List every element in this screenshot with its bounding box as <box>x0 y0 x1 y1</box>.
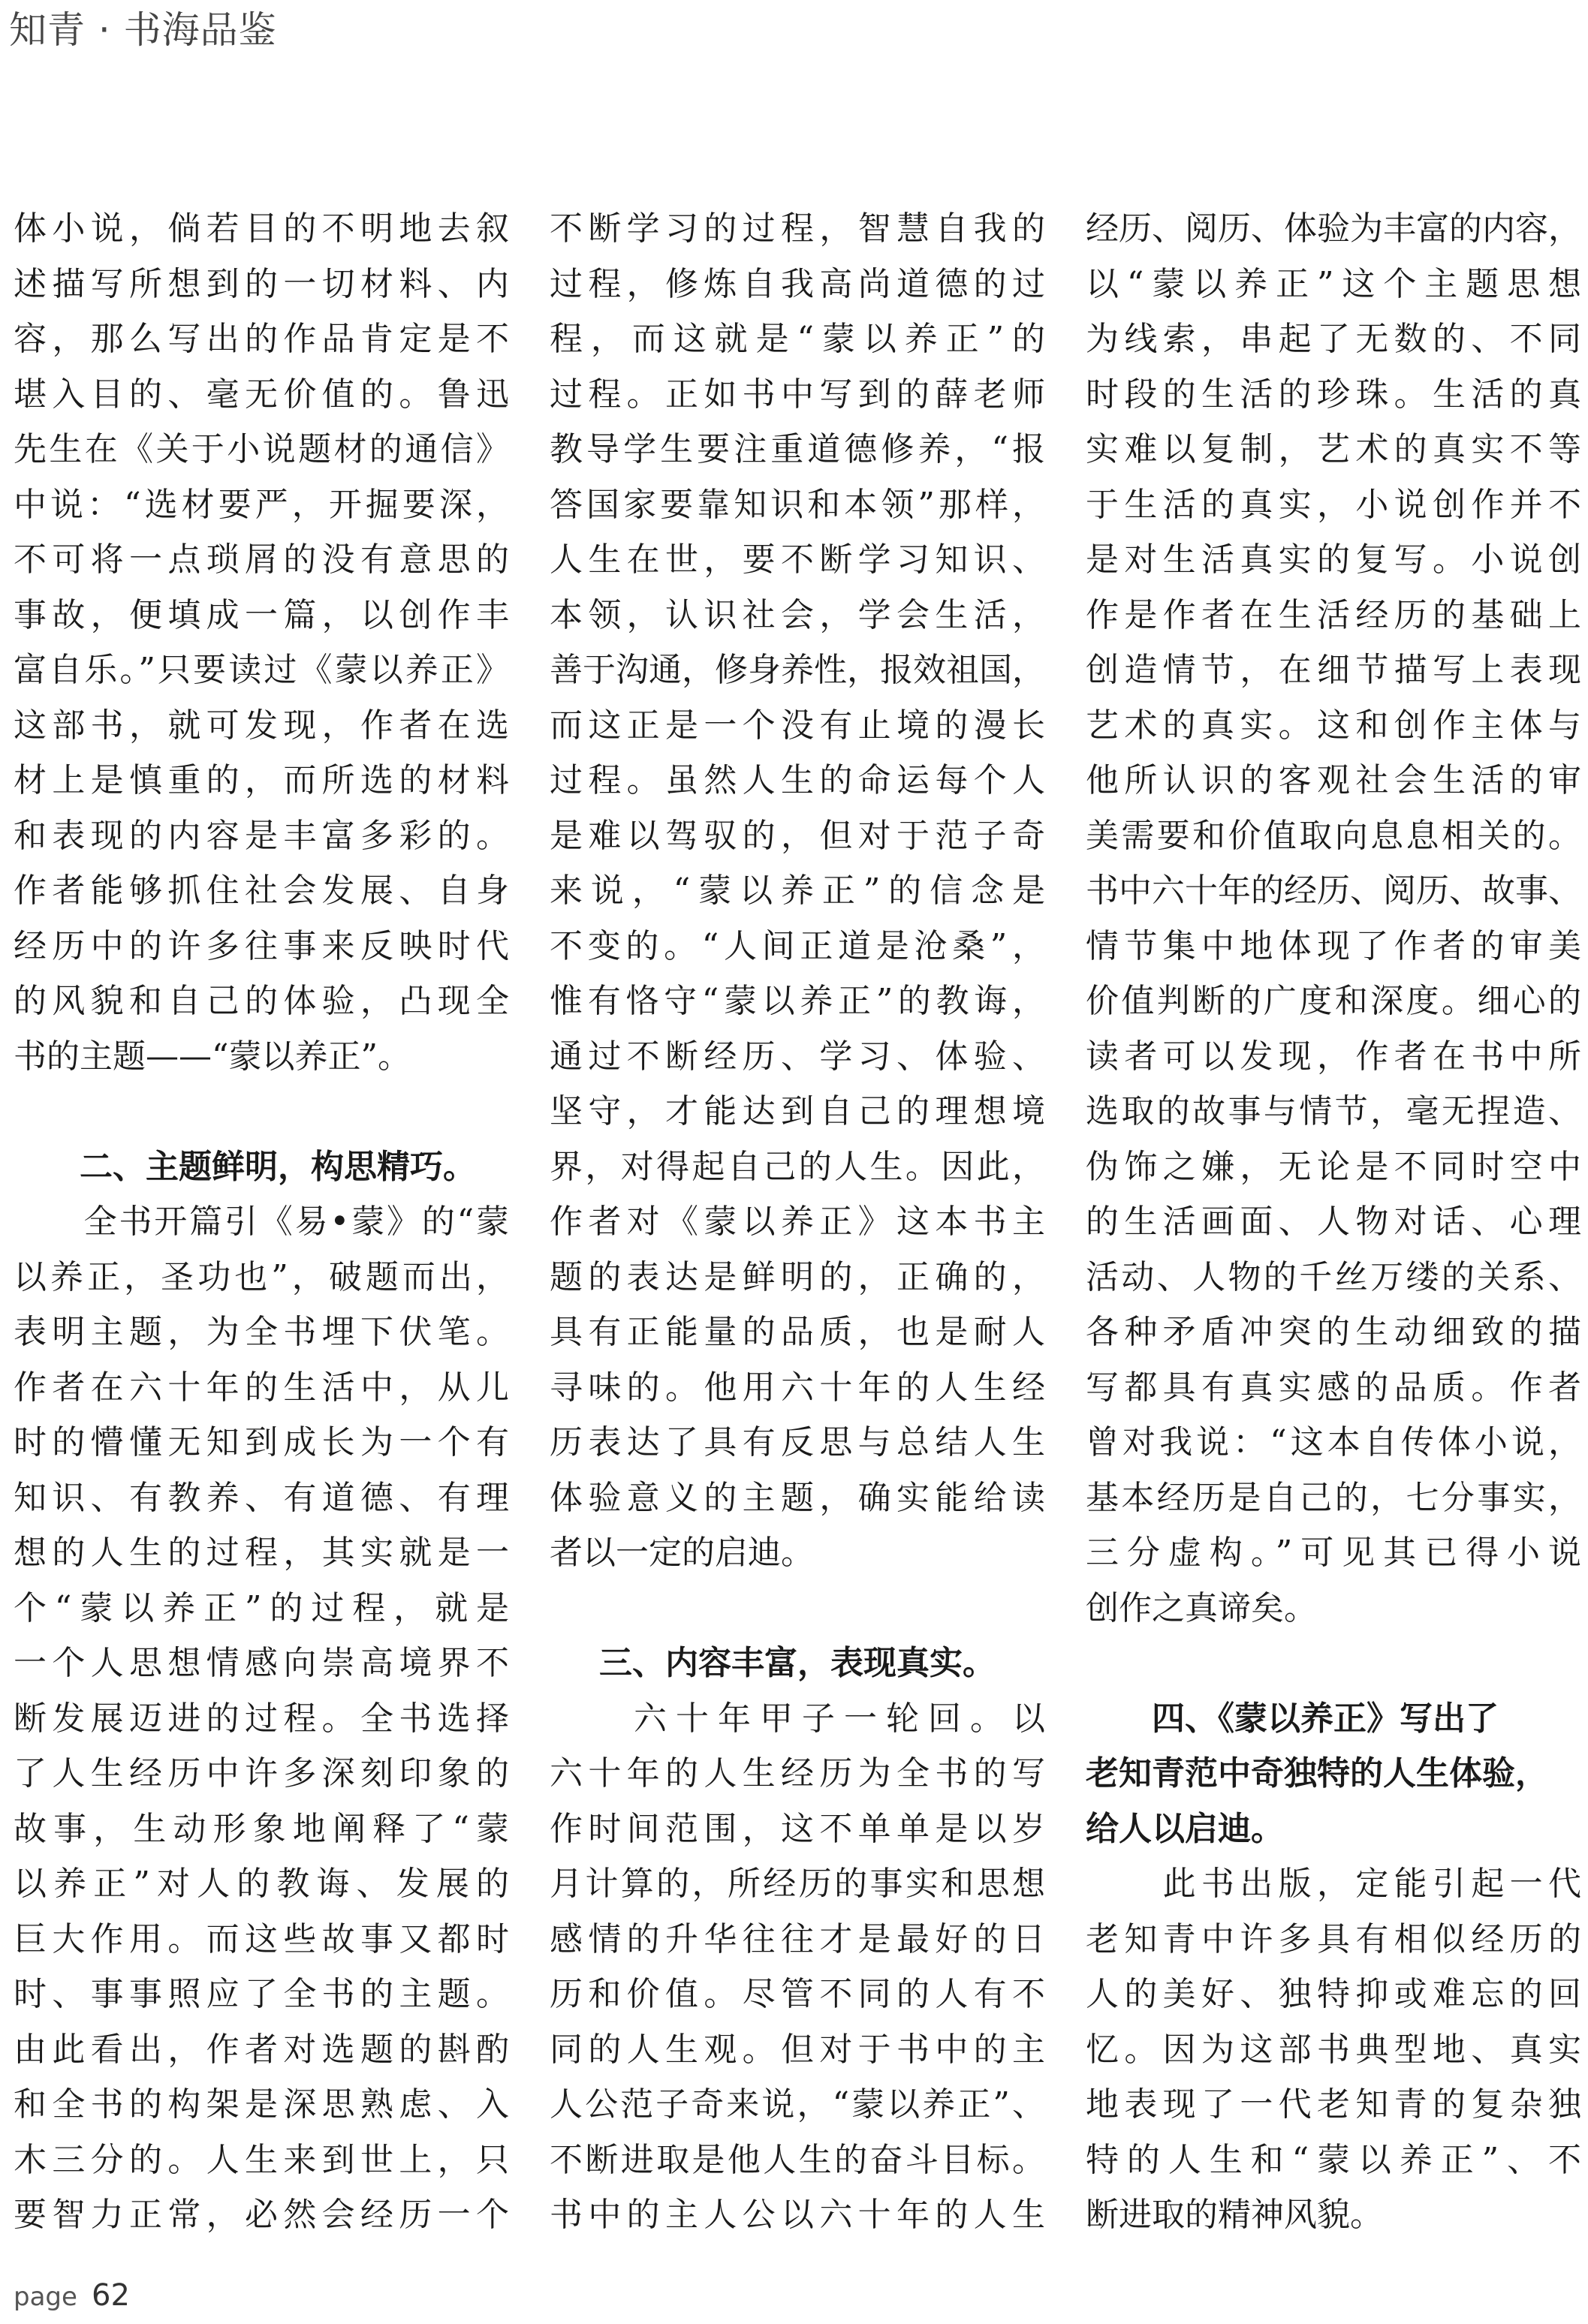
text-line: 地表现了一代老知青的复杂独 <box>1086 2085 1581 2124</box>
text-line: 界，对得起自己的人生。因此， <box>550 1147 1045 1186</box>
blank-line <box>14 1084 509 1139</box>
text-line: 以养正”对人的教诲、发展的 <box>14 1865 509 1903</box>
text-line: 书的主题——“蒙以养正”。 <box>14 1037 411 1076</box>
text-line: 由此看出，作者对选题的斟酌 <box>14 2030 509 2069</box>
text-line: 坚守，才能达到自己的理想境 <box>550 1092 1045 1130</box>
page-number: 62 <box>92 2278 130 2313</box>
text-line: 写都具有真实感的品质。作者 <box>1086 1368 1581 1407</box>
text-line: 书中的主人公以六十年的人生 <box>550 2196 1045 2234</box>
text-line: 来说，“蒙以养正”的信念是 <box>550 872 1045 910</box>
text-line: 同的人生观。但对于书中的主 <box>550 2030 1045 2069</box>
section-heading-line: 四、《蒙以养正》写出了 <box>1086 1699 1499 1738</box>
text-line: 作者在六十年的生活中，从儿 <box>14 1368 509 1407</box>
text-line: 作者对《蒙以养正》这本书主 <box>550 1203 1045 1241</box>
page-label: page <box>14 2282 77 2312</box>
text-line: 是对生活真实的复写。小说创 <box>1086 540 1581 579</box>
text-line: 是难以驾驭的，但对于范子奇 <box>550 816 1045 855</box>
text-line: 教导学生要注重道德修养，“报 <box>550 430 1045 468</box>
text-line: 体小说，倘若目的不明地去叙 <box>14 209 509 248</box>
text-line: 容，那么写出的作品肯定是不 <box>14 320 509 358</box>
text-line: 木三分的。人生来到世上，只 <box>14 2140 509 2179</box>
text-line: 过程，修炼自我高尚道德的过 <box>550 264 1045 303</box>
text-line: 历表达了具有反思与总结人生 <box>550 1423 1045 1462</box>
text-line: 善于沟通，修身养性，报效祖国， <box>550 651 1045 689</box>
text-line: 过程。正如书中写到的薛老师 <box>550 375 1045 414</box>
text-line: 先生在《关于小说题材的通信》 <box>14 430 509 468</box>
text-line: 的生活画面、人物对话、心理 <box>1086 1203 1581 1241</box>
page-footer <box>14 2273 130 2318</box>
text-line: 情节集中地体现了作者的审美 <box>1086 926 1581 965</box>
text-line: 感情的升华往往才是最好的日 <box>550 1919 1045 1958</box>
text-line: 他所认识的客观社会生活的审 <box>1086 761 1581 799</box>
text-line: 通过不断经历、学习、体验、 <box>550 1037 1045 1076</box>
text-line: 中说：“选材要严，开掘要深， <box>14 485 509 524</box>
text-line: 惟有恪守“蒙以养正”的教诲， <box>550 982 1045 1020</box>
text-line: 表明主题，为全书埋下伏笔。 <box>14 1313 509 1351</box>
text-line: 不变的。“人间正道是沧桑”， <box>550 926 1045 965</box>
text-line: 特的人生和“蒙以养正”、不 <box>1086 2140 1581 2179</box>
text-line: 材上是慎重的，而所选的材料 <box>14 761 509 799</box>
text-line: 实难以复制，艺术的真实不等 <box>1086 430 1581 468</box>
text-line: 不可将一点琐屑的没有意思的 <box>14 540 509 579</box>
section-heading-line: 二、主题鲜明，构思精巧。 <box>14 1147 476 1186</box>
text-line: 人生在世，要不断学习知识、 <box>550 540 1045 579</box>
text-line: 具有正能量的品质，也是耐人 <box>550 1313 1045 1351</box>
text-line: 断发展迈进的过程。全书选择 <box>14 1699 509 1738</box>
text-line: 个“蒙以养正”的过程，就是 <box>14 1588 509 1627</box>
text-line: 老知青中许多具有相似经历的 <box>1086 1919 1581 1958</box>
text-line: 寻味的。他用六十年的人生经 <box>550 1368 1045 1407</box>
text-line: 断进取的精神风貌。 <box>1086 2196 1383 2234</box>
text-line: 三分虚构。”可见其已得小说 <box>1086 1534 1581 1572</box>
text-line: 此书出版，定能引起一代 <box>1086 1865 1581 1903</box>
text-line: 过程。虽然人生的命运每个人 <box>550 761 1045 799</box>
text-line: 选取的故事与情节，毫无捏造、 <box>1086 1092 1581 1130</box>
text-line: 想的人生的过程，其实就是一 <box>14 1534 509 1572</box>
text-line: 作是作者在生活经历的基础上 <box>1086 595 1581 634</box>
text-line: 知识、有教养、有道德、有理 <box>14 1478 509 1517</box>
text-line: 一个人思想情感向崇高境界不 <box>14 1644 509 1682</box>
text-line: 读者可以发现，作者在书中所 <box>1086 1037 1581 1076</box>
section-heading-line: 三、内容丰富，表现真实。 <box>599 1644 996 1682</box>
text-line: 这部书，就可发现，作者在选 <box>14 706 509 745</box>
text-line: 以“蒙以养正”这个主题思想 <box>1086 264 1581 303</box>
text-line: 了人生经历中许多深刻印象的 <box>14 1754 509 1793</box>
text-line: 书中六十年的经历、阅历、故事、 <box>1086 872 1581 910</box>
text-line: 的风貌和自己的体验，凸现全 <box>14 982 509 1020</box>
text-line: 创作之真谛矣。 <box>1086 1588 1317 1627</box>
text-line: 富自乐。”只要读过《蒙以养正》 <box>14 651 509 689</box>
text-line: 全书开篇引《易•蒙》的“蒙 <box>14 1203 509 1241</box>
text-line: 者以一定的启迪。 <box>550 1534 814 1572</box>
blank-line <box>1086 1636 1581 1691</box>
text-line: 而这正是一个没有止境的漫长 <box>550 706 1045 745</box>
text-line: 人公范子奇来说，“蒙以养正”、 <box>550 2085 1045 2124</box>
text-line: 活动、人物的千丝万缕的关系、 <box>1086 1257 1581 1296</box>
text-line: 程，而这就是“蒙以养正”的 <box>550 320 1045 358</box>
text-line: 和表现的内容是丰富多彩的。 <box>14 816 509 855</box>
text-line: 时、事事照应了全书的主题。 <box>14 1975 509 2013</box>
text-line: 堪入目的、毫无价值的。鲁迅 <box>14 375 509 414</box>
text-line: 伪饰之嫌，无论是不同时空中 <box>1086 1147 1581 1186</box>
text-line: 述描写所想到的一切材料、内 <box>14 264 509 303</box>
text-line: 要智力正常，必然会经历一个 <box>14 2196 509 2234</box>
section-heading-line: 老知青范中奇独特的人生体验， <box>1086 1754 1548 1793</box>
text-line: 基本经历是自己的，七分事实， <box>1086 1478 1581 1517</box>
text-line: 本领，认识社会，学会生活， <box>550 595 1045 634</box>
text-line: 以养正，圣功也”，破题而出， <box>14 1257 509 1296</box>
text-line: 艺术的真实。这和创作主体与 <box>1086 706 1581 745</box>
text-line: 和全书的构架是深思熟虑、入 <box>14 2085 509 2124</box>
text-line: 于生活的真实，小说创作并不 <box>1086 485 1581 524</box>
text-line: 美需要和价值取向息息相关的。 <box>1086 816 1581 855</box>
blank-line <box>550 1581 1045 1636</box>
text-line: 故事，生动形象地阐释了“蒙 <box>14 1809 509 1848</box>
text-line: 时段的生活的珍珠。生活的真 <box>1086 375 1581 414</box>
section-heading-line: 给人以启迪。 <box>1086 1809 1284 1848</box>
text-line: 各种矛盾冲突的生动细致的描 <box>1086 1313 1581 1351</box>
text-line: 巨大作用。而这些故事又都时 <box>14 1919 509 1958</box>
text-column-1 <box>14 201 509 2243</box>
page-header-title: 知青 · 书海品鉴 <box>9 8 277 52</box>
text-line: 历和价值。尽管不同的人有不 <box>550 1975 1045 2013</box>
text-line: 价值判断的广度和深度。细心的 <box>1086 982 1581 1020</box>
text-line: 六十年甲子一轮回。以 <box>550 1699 1045 1738</box>
text-line: 时的懵懂无知到成长为一个有 <box>14 1423 509 1462</box>
text-line: 体验意义的主题，确实能给读 <box>550 1478 1045 1517</box>
text-line: 题的表达是鲜明的，正确的， <box>550 1257 1045 1296</box>
text-line: 曾对我说：“这本自传体小说， <box>1086 1423 1581 1462</box>
text-line: 不断进取是他人生的奋斗目标。 <box>550 2140 1045 2179</box>
text-line: 忆。因为这部书典型地、真实 <box>1086 2030 1581 2069</box>
text-line: 经历、阅历、体验为丰富的内容， <box>1086 209 1581 248</box>
text-line: 不断学习的过程，智慧自我的 <box>550 209 1045 248</box>
text-line: 为线索，串起了无数的、不同 <box>1086 320 1581 358</box>
text-column-2 <box>550 201 1045 2243</box>
text-line: 创造情节，在细节描写上表现 <box>1086 651 1581 689</box>
text-line: 作时间范围，这不单单是以岁 <box>550 1809 1045 1848</box>
text-line: 六十年的人生经历为全书的写 <box>550 1754 1045 1793</box>
text-line: 作者能够抓住社会发展、自身 <box>14 872 509 910</box>
text-line: 月计算的，所经历的事实和思想 <box>550 1865 1045 1903</box>
text-line: 人的美好、独特抑或难忘的回 <box>1086 1975 1581 2013</box>
text-line: 事故，便填成一篇，以创作丰 <box>14 595 509 634</box>
text-line: 答国家要靠知识和本领”那样， <box>550 485 1045 524</box>
text-line: 经历中的许多往事来反映时代 <box>14 926 509 965</box>
text-column-3 <box>1086 201 1581 2243</box>
